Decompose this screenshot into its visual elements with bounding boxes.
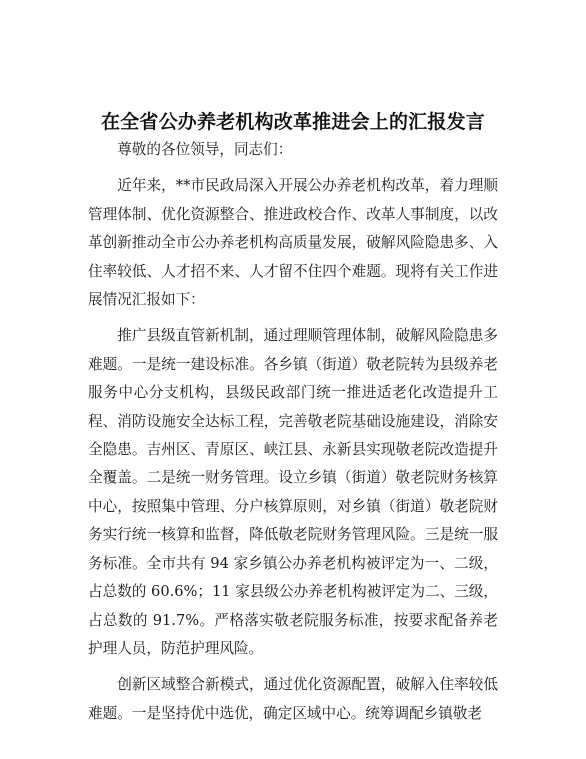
document-title: 在全省公办养老机构改革推进会上的汇报发言 — [100, 110, 485, 133]
intro-paragraph: 近年来，**市民政局深入开展公办养老机构改革，着力理顺管理体制、优化资源整合、推进政校合作、改革人事制度，以改革创新推动全市公办养老机构高质量发展，破解风险隐患多、入住率较低、人才招不来、人才留不住四个难题。现将有关工作进展情况汇报如下： — [88, 177, 498, 309]
salutation-paragraph: 尊敬的各位领导，同志们： — [117, 141, 293, 158]
integration-paragraph: 创新区域整合新模式，通过优化资源配置，破解入住率较低难题。一是坚持优中选优，确定区域中心。统筹调配乡镇敬老 — [88, 676, 498, 722]
document-body — [88, 136, 498, 728]
management-paragraph: 推广县级直管新机制，通过理顺管理体制，破解风险隐患多难题。一是统一建设标准。各乡镇（街道）敬老院转为县级养老服务中心分支机构，县级民政部门统一推进适老化改造提升工程、消防设施安全达标工程，完善敬老院基础设施建设，消除安全隐患。吉州区、青原区、峡江县、永新县实现敬老院改造提升全覆盖。二是统一财务管理。设立乡镇（街道）敬老院财务核算中心，按照集中管理、分户核算原则，对乡镇（街道）敬老院财务实行统一核算和监督，降低敬老院财务管理风险。三是统一服务标准。全市共有 94 家乡镇公办养老机构被评定为一、二级，占总数的 60.6%；11 家县级公办养老机构被评定为二、三级，占总数的 91.7%。严格落实敬老院服务标准，按要求配备养老护理人员，防范护理风险。 — [88, 327, 498, 657]
